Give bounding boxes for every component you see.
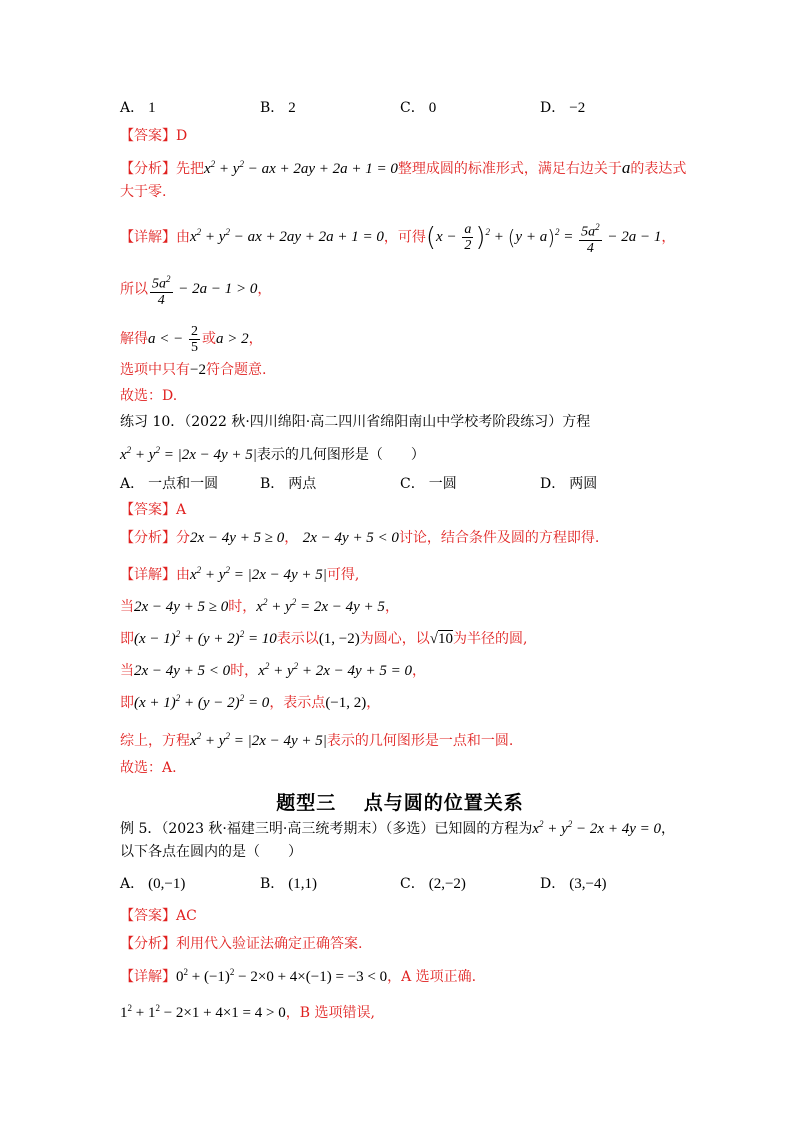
ex5-option-c: C． (2,−2) xyxy=(400,876,466,892)
q9-option-a: A． 1 xyxy=(120,100,156,116)
q10-option-c: C． 一圆 xyxy=(400,476,457,492)
q10-title-line2: $x^2 + y^2 = |2x - 4y + 5|$表示的几何图形是（ ） xyxy=(120,445,425,463)
ex5-option-d: D． (3,−4) xyxy=(540,876,607,892)
q10-detail-case2: 当2x − 4y + 5 < 0时，$x^2 + y^2 + 2x - 4y + 5 = 0$， xyxy=(120,661,426,679)
q10-detail-case1: 当2x − 4y + 5 ≥ 0时，$x^2 + y^2 = 2x - 4y + 5$， xyxy=(120,597,399,615)
ex5-detail-b: $1^2 + 1^2 - 2\times 1 + 4\times 1 = 4 > 0$，B 选项错误, xyxy=(120,1003,375,1021)
q9-analysis-line2: 大于零. xyxy=(120,184,167,200)
ex5-option-b: B． (1,1) xyxy=(260,876,318,892)
q10-summary: 综上，方程$x^2 + y^2 = |2x - 4y + 5|$表示的几何图形是一点和一圆. xyxy=(120,731,514,749)
q10-option-b: B． 两点 xyxy=(260,476,317,492)
q10-option-a: A． 一点和一圆 xyxy=(120,476,219,492)
q10-detail: 【详解】由$x^2 + y^2 = |2x - 4y + 5|$可得, xyxy=(120,565,360,583)
ex5-option-a: A． (0,−1) xyxy=(120,876,186,892)
q10-answer: 【答案】A xyxy=(120,502,187,518)
q9-option-c: C． 0 xyxy=(400,100,437,116)
q9-detail-line3: 解得a < − $\frac{2}{5}$ 或a > 2， xyxy=(120,324,263,355)
q9-analysis: 【分析】先把$x^2 + y^2$ − ax + 2ay + 2a + 1 = 0整理成圆的标准形式，满足右边关于a的表达式 xyxy=(120,158,687,177)
section-title: 题型三 点与圆的位置关系 xyxy=(276,792,524,814)
q9-detail-line5: 故选：D. xyxy=(120,388,178,404)
ex5-answer: 【答案】AC xyxy=(120,908,197,924)
q10-analysis: 【分析】分2x − 4y + 5 ≥ 0， 2x − 4y + 5 < 0讨论，结合条件及圆的方程即得. xyxy=(120,530,600,546)
q9-option-b: B． 2 xyxy=(260,100,296,116)
q10-detail-case1-result: 即$(x - 1)^2 + (y + 2)^2 = 10$表示以(1, −2)为圆心，以√10为半径的圆, xyxy=(120,629,528,647)
q10-option-d: D． 两圆 xyxy=(540,476,598,492)
ex5-analysis: 【分析】利用代入验证法确定正确答案. xyxy=(120,936,363,952)
ex5-title: 例 5．（2023 秋·福建三明·高三统考期末）（多选）已知圆的方程为$x^2 + y^2 - 2x + 4y = 0$， xyxy=(120,819,675,837)
q9-detail: 【详解】由$x^2 + y^2$ − ax + 2ay + 2a + 1 = 0，可得(x − $\frac{a}{2}$ )$^2 + (y + a)^2$ = $\frac{5a^2}{4}$ − 2a − 1， xyxy=(120,222,676,256)
q9-answer: 【答案】D xyxy=(120,128,188,144)
q9-detail-line4: 选项中只有−2符合题意. xyxy=(120,362,267,378)
q9-detail-line2: 所以 $\frac{5a^2}{4}$ − 2a − 1 > 0， xyxy=(120,274,272,308)
q10-choose: 故选：A. xyxy=(120,760,177,776)
q9-option-d: D． −2 xyxy=(540,100,586,116)
q10-title: 练习 10．（2022 秋·四川绵阳·高二四川省绵阳南山中学校考阶段练习）方程 xyxy=(120,414,591,430)
q10-detail-case2-result: 即$(x + 1)^2 + (y - 2)^2 = 0$，表示点(−1, 2)， xyxy=(120,693,381,711)
ex5-detail-a: 【详解】$0^2 + (-1)^2 - 2\times 0 + 4\times(-1) = -3 < 0$，A 选项正确. xyxy=(120,967,477,985)
ex5-title-line2: 以下各点在圆内的是（ ） xyxy=(120,844,302,860)
